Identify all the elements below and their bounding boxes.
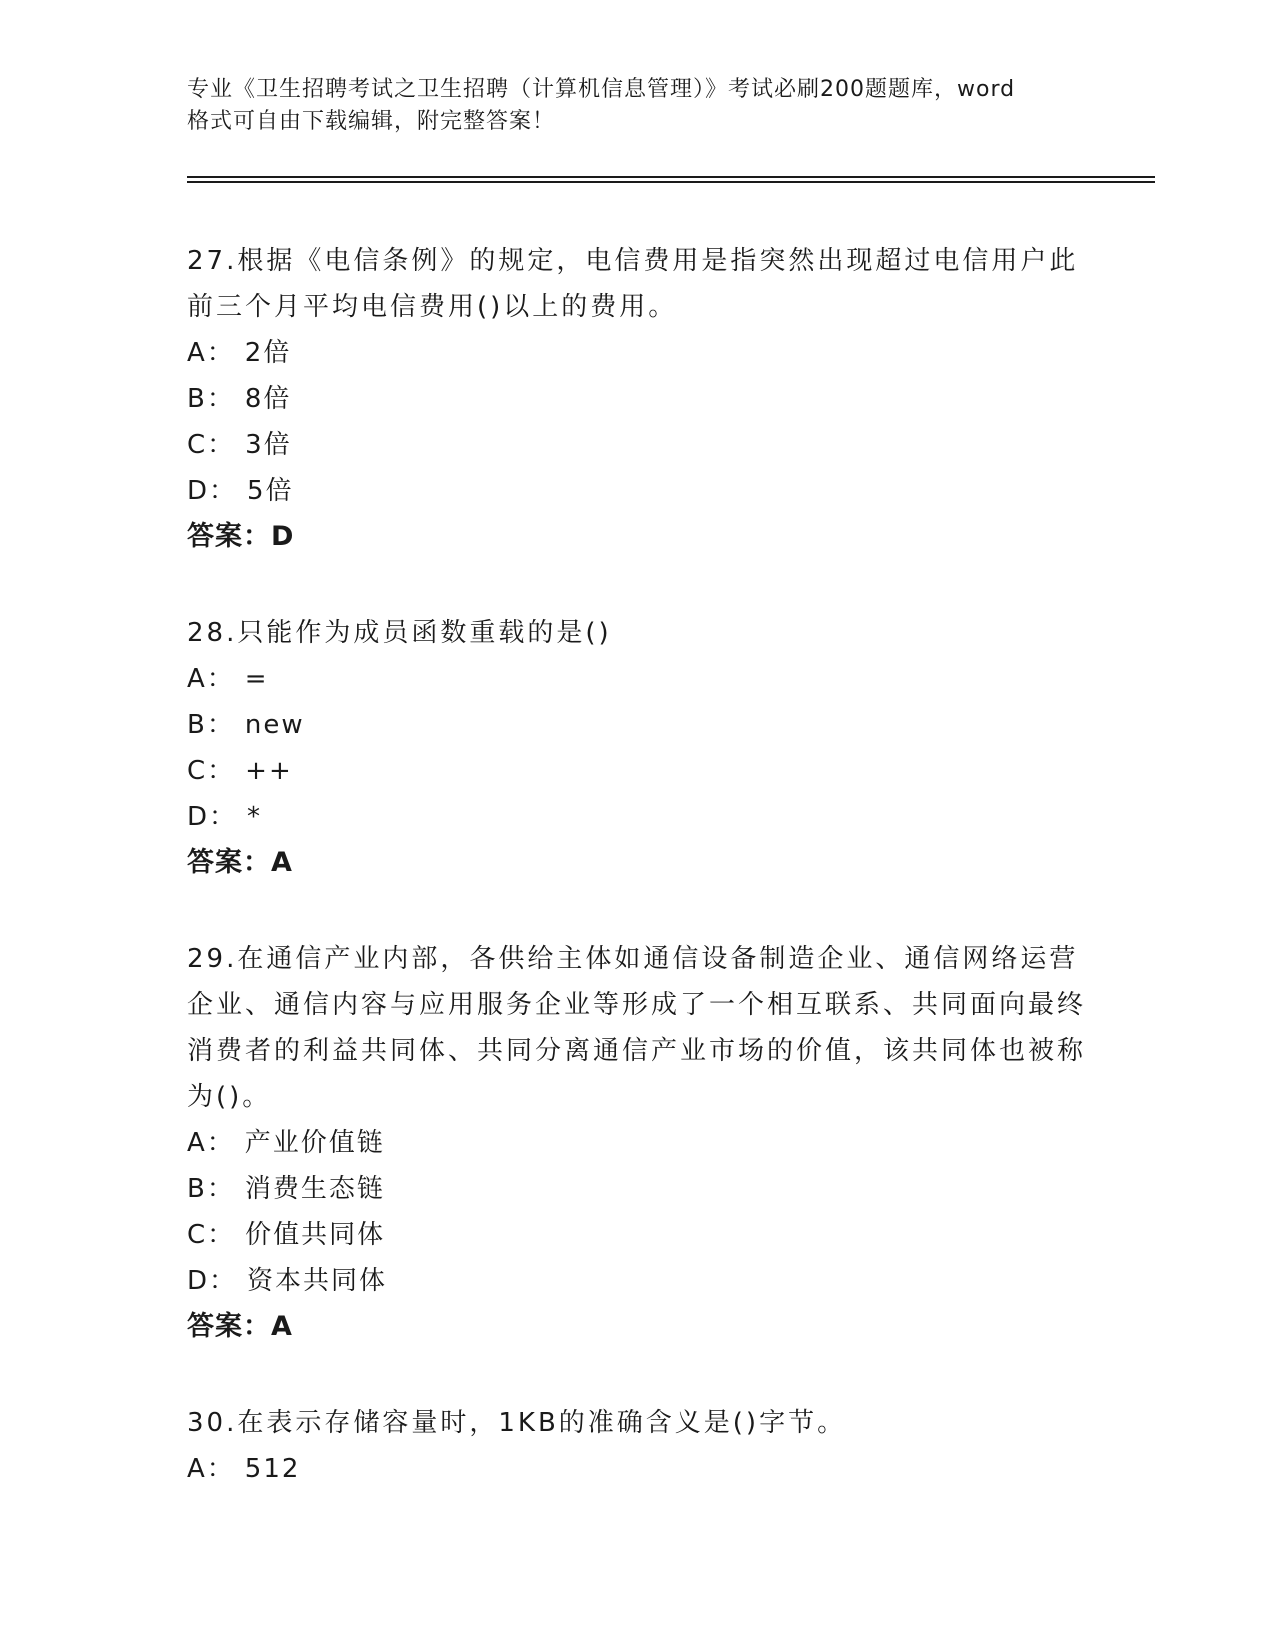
answer: 答案：D bbox=[187, 521, 295, 552]
option-a bbox=[187, 1120, 1087, 1166]
question-stem: 28.只能作为成员函数重载的是() bbox=[187, 618, 612, 648]
option-text: 5倍 bbox=[247, 476, 294, 506]
option-key: A： bbox=[187, 664, 235, 694]
option-text: 消费生态链 bbox=[244, 1174, 385, 1204]
header-line-1: 专业《卫生招聘考试之卫生招聘（计算机信息管理）》考试必刷200题题库，word bbox=[187, 77, 1016, 102]
option-key: B： bbox=[187, 1174, 235, 1204]
option-text: 512 bbox=[244, 1454, 301, 1484]
option-a bbox=[187, 330, 1087, 376]
option-b bbox=[187, 702, 1087, 748]
option-b bbox=[187, 1166, 1087, 1212]
answer: 答案：A bbox=[187, 1311, 293, 1342]
option-d bbox=[187, 468, 1087, 514]
question-stem: 29.在通信产业内部，各供给主体如通信设备制造企业、通信网络运营企业、通信内容与应用服务企业等形成了一个相互联系、共同面向最终消费者的利益共同体、共同分离通信产业市场的价值，该共同体也被称为()。 bbox=[187, 944, 1087, 1112]
header-divider-top bbox=[187, 176, 1155, 178]
option-text: 资本共同体 bbox=[247, 1266, 388, 1296]
option-key: B： bbox=[187, 384, 235, 414]
question-list bbox=[187, 238, 1087, 1542]
header-divider-bottom bbox=[187, 181, 1155, 183]
option-text: * bbox=[247, 802, 263, 832]
question-30 bbox=[187, 1400, 1087, 1492]
option-a bbox=[187, 656, 1087, 702]
option-key: A： bbox=[187, 338, 235, 368]
option-c bbox=[187, 1212, 1087, 1258]
option-d bbox=[187, 1258, 1087, 1304]
answer: 答案：A bbox=[187, 847, 293, 878]
option-text: ++ bbox=[245, 756, 293, 786]
question-28 bbox=[187, 610, 1087, 886]
option-c bbox=[187, 422, 1087, 468]
option-key: C： bbox=[187, 756, 236, 786]
option-text: 产业价值链 bbox=[244, 1128, 385, 1158]
option-key: C： bbox=[187, 1220, 236, 1250]
option-key: A： bbox=[187, 1128, 235, 1158]
option-text: 2倍 bbox=[244, 338, 292, 368]
option-text: 8倍 bbox=[244, 384, 292, 414]
option-key: B： bbox=[187, 710, 235, 740]
header-line-2: 格式可自由下载编辑，附完整答案！ bbox=[187, 109, 556, 134]
option-key: D： bbox=[187, 1266, 238, 1296]
option-key: C： bbox=[187, 430, 236, 460]
option-text: 价值共同体 bbox=[245, 1220, 386, 1250]
question-27 bbox=[187, 238, 1087, 560]
option-d bbox=[187, 794, 1087, 840]
option-text: new bbox=[244, 710, 305, 740]
option-key: D： bbox=[187, 476, 238, 506]
option-key: D： bbox=[187, 802, 238, 832]
option-text: = bbox=[244, 664, 269, 694]
option-key: A： bbox=[187, 1454, 235, 1484]
option-text: 3倍 bbox=[245, 430, 292, 460]
option-b bbox=[187, 376, 1087, 422]
question-stem: 27.根据《电信条例》的规定，电信费用是指突然出现超过电信用户此前三个月平均电信费用()以上的费用。 bbox=[187, 246, 1079, 322]
question-29 bbox=[187, 936, 1087, 1350]
option-c bbox=[187, 748, 1087, 794]
document-header bbox=[187, 74, 1087, 138]
question-stem: 30.在表示存储容量时，1KB的准确含义是()字节。 bbox=[187, 1408, 847, 1438]
option-a bbox=[187, 1446, 1087, 1492]
